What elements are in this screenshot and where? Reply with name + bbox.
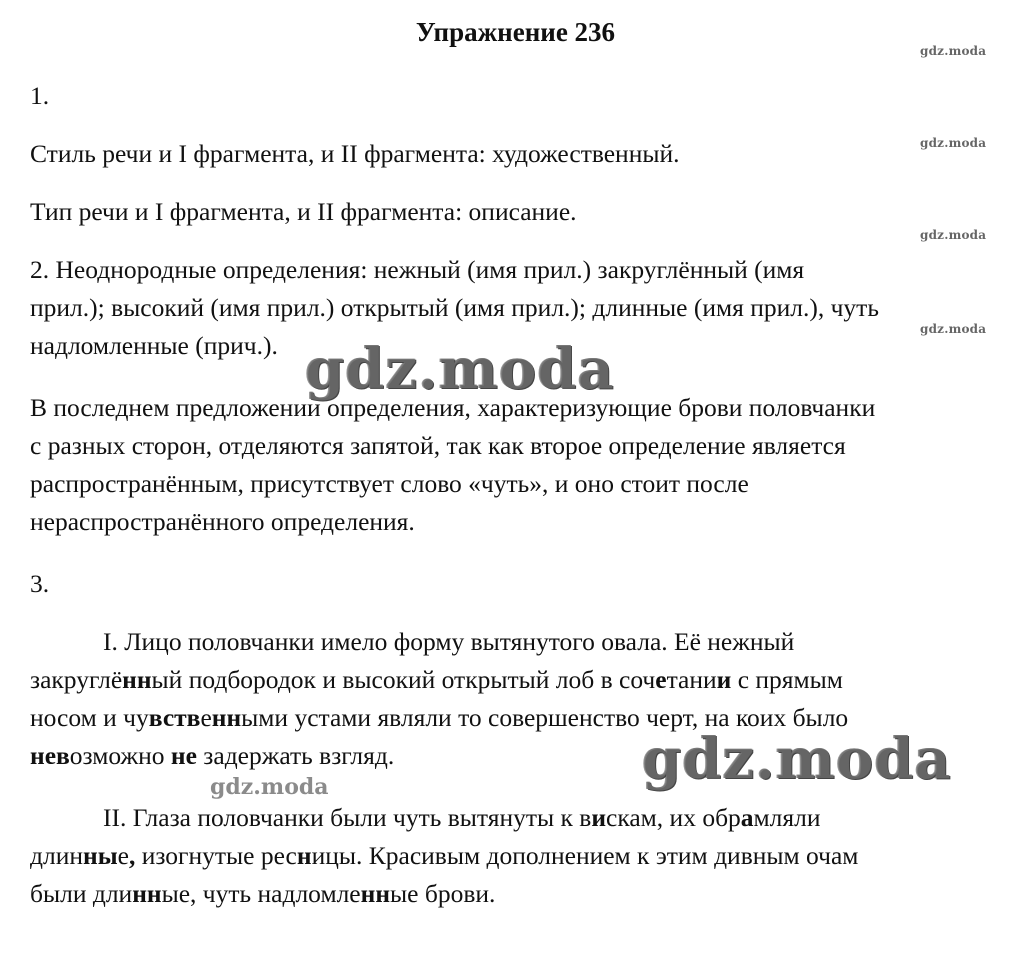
highlighted-letters: ,: [128, 841, 136, 870]
text-run: ый подбородок и высокий открытый лоб в соч: [151, 665, 656, 694]
text-run: II. Глаза половчанки были чуть вытянуты к в: [103, 803, 592, 832]
paragraph-1-line: [30, 662, 843, 698]
watermark-small: gdz.moda: [920, 228, 987, 242]
text-run: мляли: [753, 803, 821, 832]
section-2-line: с разных сторон, отделяются запятой, так как второе определение является: [30, 431, 846, 460]
paragraph-1-line: [30, 738, 394, 774]
highlighted-letters: нн: [360, 879, 391, 908]
speech-type-line: Тип речи и I фрагмента, и II фрагмента: описание.: [30, 197, 577, 226]
watermark-medium: gdz.moda: [210, 774, 329, 800]
highlighted-letters: нн: [132, 879, 162, 908]
highlighted-letters: ны: [83, 841, 118, 870]
text-run: с прямым: [731, 665, 843, 694]
text-run: ыми устами являли то совершенство черт, на коих было: [241, 703, 849, 732]
section-2-line: надломленные (прич.).: [30, 331, 278, 360]
paragraph-2-line: [30, 876, 495, 912]
highlighted-letters: и: [591, 803, 607, 832]
text-run: ые брови.: [390, 879, 496, 908]
text-run: ые, чуть надломле: [161, 879, 361, 908]
exercise-title: Упражнение 236: [415, 17, 616, 47]
watermark-large: gdz.moda: [642, 726, 952, 792]
text-run: е: [200, 703, 212, 732]
highlighted-letters: нн: [122, 665, 152, 694]
highlighted-letters: не: [170, 741, 197, 770]
watermark-large: gdz.moda: [305, 336, 615, 402]
text-run: скам, их обр: [606, 803, 741, 832]
watermark-small: gdz.moda: [920, 136, 987, 150]
highlighted-letters: а: [740, 803, 754, 832]
section-2-line: распространённым, присутствует слово «чуть», и оно стоит после: [30, 469, 749, 498]
speech-style-line: Стиль речи и I фрагмента, и II фрагмента: художественный.: [30, 139, 680, 168]
section-2-line: прил.); высокий (имя прил.) открытый (имя прил.); длинные (имя прил.), чуть: [30, 293, 879, 322]
highlighted-letters: вств: [148, 703, 201, 732]
paragraph-2-line: [30, 838, 858, 874]
highlighted-letters: е: [655, 665, 667, 694]
paragraph-1-line: I. Лицо половчанки имело форму вытянутого овала. Её нежный: [103, 627, 795, 656]
section-2-line: 2. Неоднородные определения: нежный (имя прил.) закруглённый (имя: [30, 255, 805, 284]
watermark-small: gdz.moda: [920, 322, 987, 336]
section-2-line: В последнем предложении определения, характеризующие брови половчанки: [30, 393, 876, 422]
text-run: тани: [666, 665, 717, 694]
highlighted-letters: и: [716, 665, 732, 694]
text-run: озможно: [69, 741, 171, 770]
text-run: длин: [30, 841, 83, 870]
text-run: е: [117, 841, 129, 870]
highlighted-letters: нев: [30, 741, 70, 770]
highlighted-letters: н: [296, 841, 312, 870]
text-run: закруглё: [30, 665, 123, 694]
section-2-line: нераспространённого определения.: [30, 507, 415, 536]
section-3-number: 3.: [30, 569, 50, 598]
highlighted-letters: нн: [211, 703, 242, 732]
paragraph-2-line: [103, 800, 821, 836]
text-run: носом и чу: [30, 703, 149, 732]
section-1-number: 1.: [30, 81, 50, 110]
text-run: изогнутые рес: [135, 841, 297, 870]
text-run: задержать взгляд.: [196, 741, 395, 770]
watermark-small: gdz.moda: [920, 44, 987, 58]
text-run: ицы. Красивым дополнением к этим дивным очам: [311, 841, 859, 870]
text-run: были дли: [30, 879, 133, 908]
